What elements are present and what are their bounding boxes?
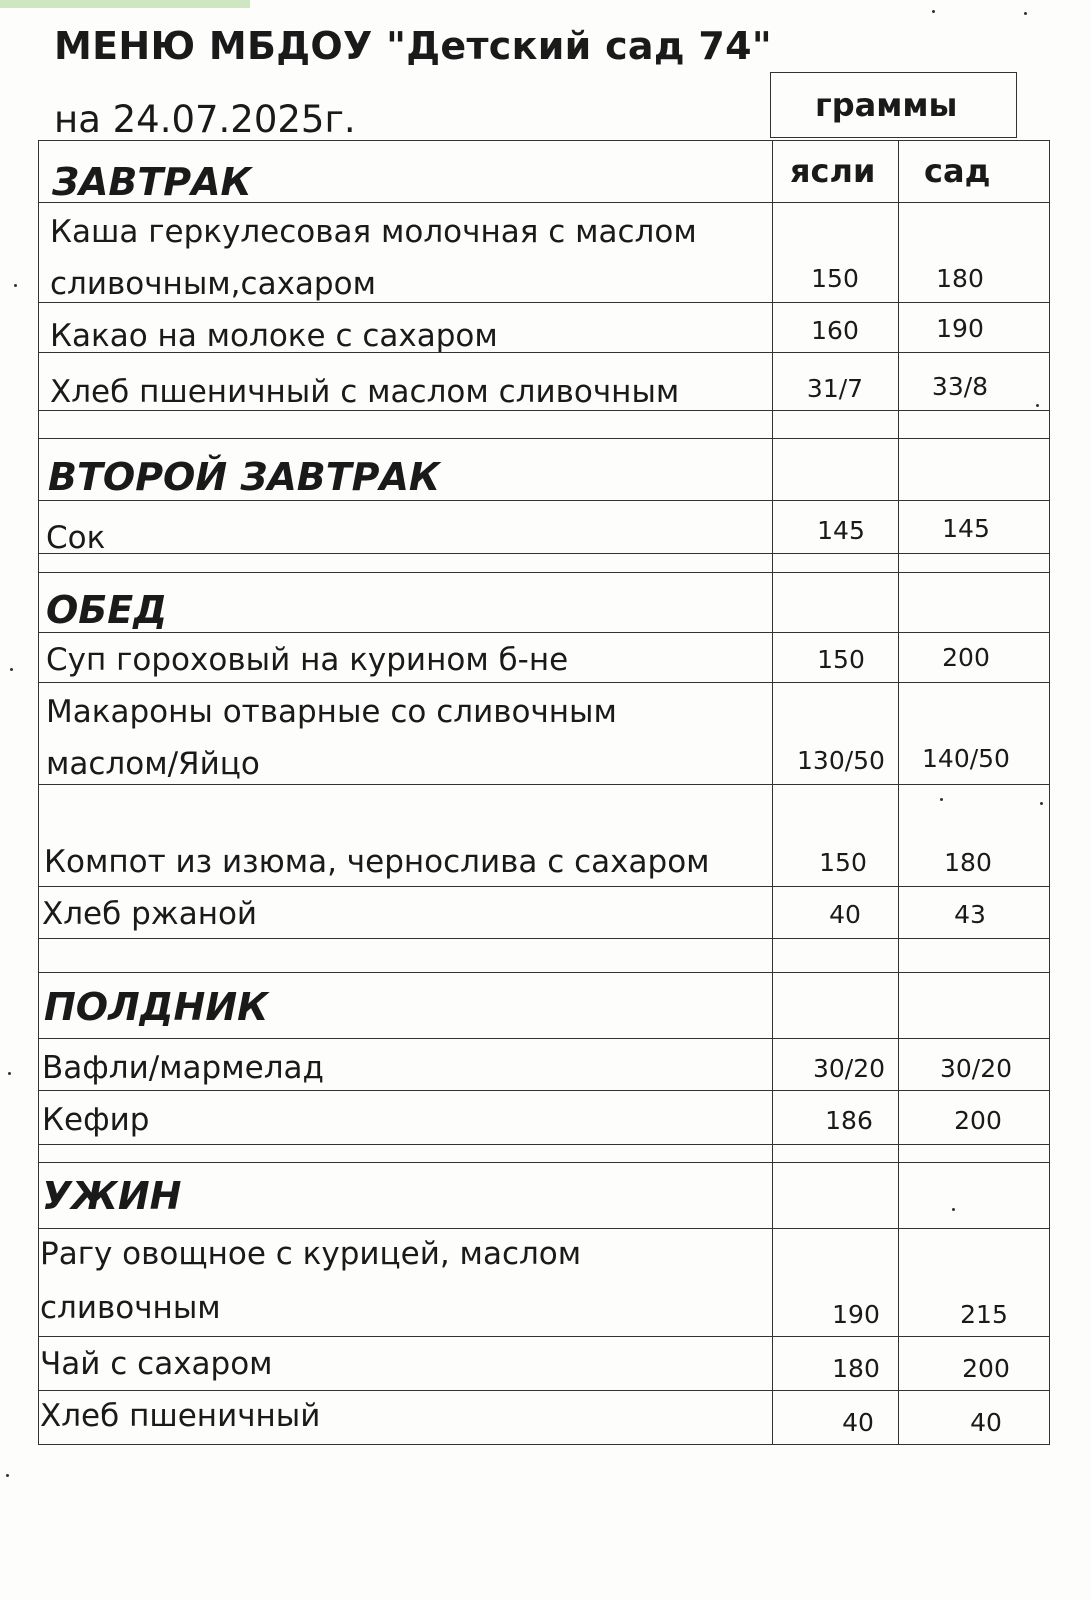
row-line: [38, 500, 1050, 501]
row-line: [38, 1038, 1050, 1039]
garden-grams: 215: [960, 1300, 1008, 1329]
garden-grams: 200: [962, 1354, 1010, 1383]
garden-grams: 190: [936, 314, 984, 343]
item-name: Каша геркулесовая молочная с маслом: [50, 214, 697, 250]
row-line: [38, 972, 1050, 973]
section-breakfast: ЗАВТРАК: [52, 160, 252, 204]
row-line: [38, 553, 1050, 554]
nursery-grams: 180: [832, 1354, 880, 1383]
nursery-grams: 40: [842, 1408, 874, 1437]
row-line: [38, 632, 1050, 633]
row-line: [38, 1336, 1050, 1337]
item-name: Какао на молоке с сахаром: [50, 318, 498, 354]
nursery-grams: 160: [811, 316, 859, 345]
row-line: [38, 886, 1050, 887]
nursery-grams: 150: [817, 645, 865, 674]
item-name: Вафли/мармелад: [42, 1050, 324, 1086]
row-line: [38, 1090, 1050, 1091]
nursery-grams: 150: [811, 264, 859, 293]
row-line: [38, 202, 1050, 203]
col-garden-header: сад: [924, 152, 991, 190]
row-line: [38, 352, 1050, 353]
row-line: [38, 784, 1050, 785]
scan-speck: [10, 668, 13, 671]
scan-speck: [940, 798, 943, 801]
item-name: Хлеб ржаной: [42, 896, 258, 932]
item-name: сливочным: [40, 1290, 221, 1326]
nursery-grams: 145: [817, 516, 865, 545]
nursery-grams: 30/20: [812, 1054, 886, 1083]
nursery-grams: 40: [829, 900, 861, 929]
col-nursery-header: ясли: [790, 152, 876, 190]
garden-grams: 40: [970, 1408, 1002, 1437]
section-dinner: УЖИН: [42, 1174, 182, 1218]
garden-grams: 140/50: [922, 744, 1010, 773]
item-name: Компот из изюма, чернослива с сахаром: [44, 844, 710, 880]
scan-speck: [14, 284, 17, 287]
nursery-grams: 31/7: [806, 374, 864, 403]
item-name: Сок: [46, 520, 106, 556]
garden-grams: 200: [954, 1106, 1002, 1135]
garden-grams: 33/8: [931, 372, 989, 401]
garden-grams: 30/20: [939, 1054, 1013, 1083]
row-line: [38, 938, 1050, 939]
scan-speck: [6, 1474, 9, 1477]
row-line: [38, 410, 1050, 411]
item-name: сливочным,сахаром: [50, 266, 376, 302]
grams-header: граммы: [815, 86, 958, 124]
section-lunch: ОБЕД: [46, 588, 168, 632]
item-name: Хлеб пшеничный: [40, 1398, 321, 1434]
nursery-grams: 190: [832, 1300, 880, 1329]
green-edge: [0, 0, 250, 8]
item-name: Рагу овощное с курицей, маслом: [40, 1236, 582, 1272]
row-line: [38, 438, 1050, 439]
scan-speck: [1036, 404, 1039, 407]
garden-grams: 200: [942, 643, 990, 672]
row-line: [38, 1144, 1050, 1145]
item-name: Хлеб пшеничный с маслом сливочным: [50, 374, 680, 410]
item-name: Макароны отварные со сливочным: [46, 694, 617, 730]
scan-speck: [952, 1208, 955, 1211]
scan-speck: [1040, 802, 1043, 805]
row-line: [38, 572, 1050, 573]
item-name: Кефир: [42, 1102, 150, 1138]
scan-speck: [8, 1072, 11, 1075]
nursery-grams: 150: [819, 848, 867, 877]
scan-speck: [1024, 12, 1027, 15]
garden-grams: 180: [936, 264, 984, 293]
garden-grams: 43: [954, 900, 986, 929]
section-afternoon-snack: ПОЛДНИК: [44, 985, 269, 1029]
item-name: маслом/Яйцо: [46, 746, 260, 782]
garden-grams: 180: [944, 848, 992, 877]
scan-speck: [932, 10, 935, 13]
row-line: [38, 1162, 1050, 1163]
item-name: Суп гороховый на курином б-не: [46, 642, 569, 678]
section-second-breakfast: ВТОРОЙ ЗАВТРАК: [48, 455, 440, 499]
page-title: МЕНЮ МБДОУ "Детский сад 74": [54, 24, 772, 68]
row-line: [38, 302, 1050, 303]
nursery-grams: 130/50: [797, 746, 885, 775]
nursery-grams: 186: [825, 1106, 873, 1135]
menu-date: на 24.07.2025г.: [54, 98, 356, 141]
garden-grams: 145: [942, 514, 990, 543]
row-line: [38, 682, 1050, 683]
item-name: Чай с сахаром: [40, 1346, 273, 1382]
